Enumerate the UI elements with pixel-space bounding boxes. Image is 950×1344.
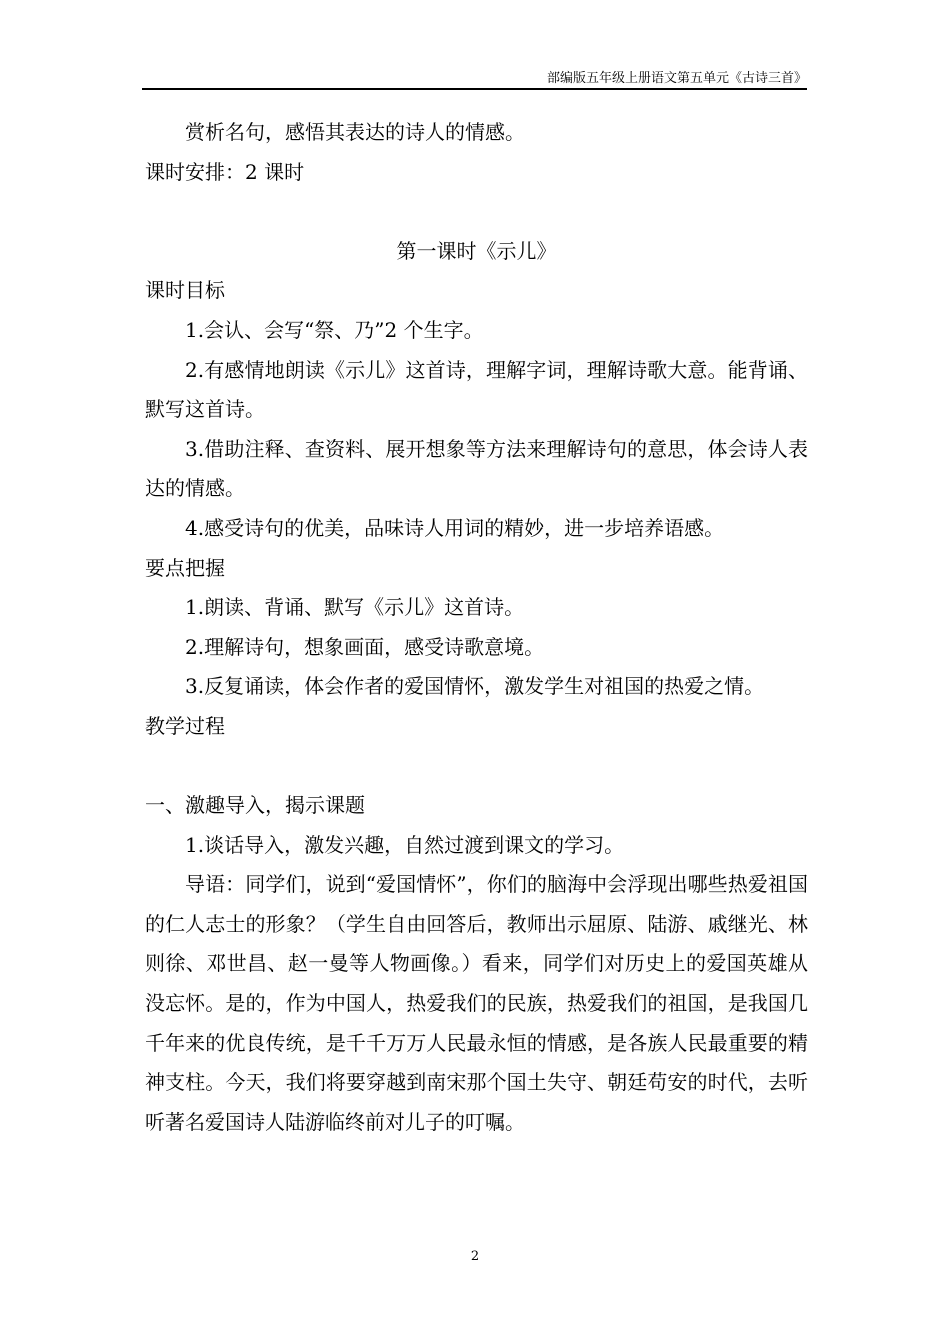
objectives-heading: 课时目标 (145, 278, 225, 303)
section-item: 1.谈话导入，激发兴趣，自然过渡到课文的学习。 (185, 832, 625, 857)
objective-item: 4.感受诗句的优美，品味诗人用词的精妙，进一步培养语感。 (185, 515, 725, 540)
objective-item: 2.有感情地朗读《示儿》这首诗，理解字词，理解诗歌大意。能背诵、默写这首诗。 (145, 357, 808, 422)
lesson-arrangement: 课时安排：2 课时 (145, 159, 305, 184)
lesson-title: 第一课时《示儿》 (396, 238, 557, 263)
objective-item: 1.会认、会写“祭、乃”2 个生字。 (185, 317, 484, 342)
paragraph: 赏析名句，感悟其表达的诗人的情感。 (185, 120, 525, 144)
header-rule (142, 88, 807, 90)
process-heading: 教学过程 (145, 713, 225, 738)
blank-line (145, 192, 808, 232)
document-body (145, 113, 808, 1142)
page-number: 2 (470, 1249, 480, 1264)
intro-paragraph: 导语：同学们，说到“爱国情怀”，你们的脑海中会浮现出哪些热爱祖国的仁人志士的形象？（学生自由回答后，教师出示屈原、陆游、戚继光、林则徐、邓世昌、赵一曼等人物画像。）看来，同学们对历史上的爱国英雄从没忘怀。是的，作为中国人，热爱我们的民族，热爱我们的祖国，是我国几千年来的优良传统，是千千万万人民最永恒的情感，是各族人民最重要的精神支柱。今天，我们将要穿越到南宋那个国土失守、朝廷苟安的时代，去听听著名爱国诗人陆游临终前对儿子的叮嘱。 (145, 872, 808, 1134)
page-header: 部编版五年级上册语文第五单元《古诗三首》 (546, 71, 807, 86)
section-heading: 一、激趣导入，揭示课题 (145, 793, 365, 818)
keypoint-item: 1.朗读、背诵、默写《示儿》这首诗。 (185, 595, 525, 620)
keypoint-item: 2.理解诗句，想象画面，感受诗歌意境。 (185, 634, 545, 659)
keypoint-item: 3.反复诵读，体会作者的爱国情怀，激发学生对祖国的热爱之情。 (185, 674, 765, 699)
keypoints-heading: 要点把握 (145, 555, 225, 580)
blank-line (145, 747, 808, 787)
objective-item: 3.借助注释、查资料、展开想象等方法来理解诗句的意思，体会诗人表达的情感。 (145, 436, 808, 501)
